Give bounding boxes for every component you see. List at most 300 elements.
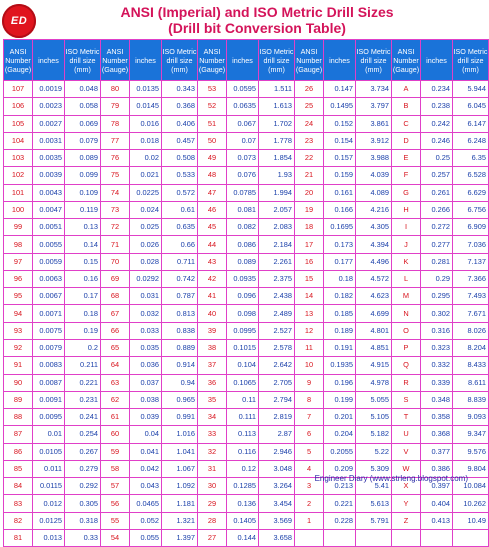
- cell-inches: 0.081: [227, 201, 259, 218]
- cell-iso-mm: 1.067: [162, 460, 198, 477]
- table-row: [4, 270, 489, 287]
- cell-inches: 0.04: [130, 426, 162, 443]
- cell-ansi-number: 42: [198, 270, 227, 287]
- cell-iso-mm: 4.623: [356, 288, 392, 305]
- cell-iso-mm: 0.079: [65, 132, 101, 149]
- cell-inches: 0.043: [130, 478, 162, 495]
- cell-ansi-number: 56: [101, 495, 130, 512]
- cell-ansi-number: 83: [4, 495, 33, 512]
- table-row: [4, 443, 489, 460]
- cell-iso-mm: 0.343: [162, 81, 198, 98]
- header-ansi-number: ANSI Number (Gauge): [198, 40, 227, 81]
- cell-ansi-number: 59: [101, 443, 130, 460]
- cell-iso-mm: 4.039: [356, 167, 392, 184]
- cell-iso-mm: 0.292: [65, 478, 101, 495]
- cell-inches: 0.0635: [227, 98, 259, 115]
- cell-inches: 0.246: [421, 132, 453, 149]
- cell-iso-mm: 2.946: [259, 443, 295, 460]
- cell-iso-mm: 10.084: [453, 478, 489, 495]
- cell-iso-mm: 0.241: [65, 409, 101, 426]
- cell-inches: 0.182: [324, 288, 356, 305]
- cell-inches: 0.021: [130, 167, 162, 184]
- cell-inches: 0.213: [324, 478, 356, 495]
- table-row: [4, 426, 489, 443]
- cell-iso-mm: 5.944: [453, 81, 489, 98]
- cell-ansi-number: 51: [198, 115, 227, 132]
- cell-iso-mm: [453, 529, 489, 546]
- drill-size-table: [3, 39, 489, 547]
- cell-ansi-number: 60: [101, 426, 130, 443]
- cell-inches: 0.189: [324, 322, 356, 339]
- header-inches: inches: [130, 40, 162, 81]
- cell-iso-mm: 0.33: [65, 529, 101, 546]
- cell-inches: 0.413: [421, 512, 453, 529]
- cell-ansi-number: P: [392, 339, 421, 356]
- cell-ansi-number: 66: [101, 322, 130, 339]
- cell-iso-mm: 0.18: [65, 305, 101, 322]
- cell-ansi-number: 43: [198, 253, 227, 270]
- cell-iso-mm: 4.305: [356, 219, 392, 236]
- cell-inches: 0.0055: [33, 236, 65, 253]
- cell-inches: 0.199: [324, 391, 356, 408]
- cell-iso-mm: 0.231: [65, 391, 101, 408]
- cell-iso-mm: 5.41: [356, 478, 392, 495]
- cell-inches: 0.113: [227, 426, 259, 443]
- cell-inches: 0.348: [421, 391, 453, 408]
- cell-inches: 0.0043: [33, 184, 65, 201]
- cell-inches: 0.323: [421, 339, 453, 356]
- cell-inches: 0.204: [324, 426, 356, 443]
- cell-inches: 0.228: [324, 512, 356, 529]
- cell-inches: 0.0083: [33, 357, 65, 374]
- cell-ansi-number: N: [392, 305, 421, 322]
- cell-inches: 0.031: [130, 288, 162, 305]
- cell-iso-mm: 3.454: [259, 495, 295, 512]
- cell-inches: 0.0091: [33, 391, 65, 408]
- cell-ansi-number: 104: [4, 132, 33, 149]
- cell-inches: 0.368: [421, 426, 453, 443]
- cell-ansi-number: 84: [4, 478, 33, 495]
- cell-ansi-number: I: [392, 219, 421, 236]
- cell-iso-mm: 1.321: [162, 512, 198, 529]
- cell-ansi-number: 18: [295, 219, 324, 236]
- cell-ansi-number: 21: [295, 167, 324, 184]
- cell-inches: 0.025: [130, 219, 162, 236]
- cell-ansi-number: 86: [4, 443, 33, 460]
- cell-iso-mm: 6.248: [453, 132, 489, 149]
- cell-ansi-number: 89: [4, 391, 33, 408]
- cell-inches: 0.1935: [324, 357, 356, 374]
- cell-iso-mm: 4.216: [356, 201, 392, 218]
- cell-inches: 0.12: [227, 460, 259, 477]
- table-row: [4, 512, 489, 529]
- cell-iso-mm: 4.394: [356, 236, 392, 253]
- cell-ansi-number: 11: [295, 339, 324, 356]
- cell-iso-mm: 0.267: [65, 443, 101, 460]
- cell-iso-mm: 1.181: [162, 495, 198, 512]
- cell-ansi-number: 36: [198, 374, 227, 391]
- cell-ansi-number: 85: [4, 460, 33, 477]
- cell-iso-mm: 1.016: [162, 426, 198, 443]
- cell-inches: 0.18: [324, 270, 356, 287]
- cell-inches: 0.377: [421, 443, 453, 460]
- cell-inches: 0.016: [130, 115, 162, 132]
- cell-inches: 0.0031: [33, 132, 65, 149]
- cell-inches: 0.013: [33, 529, 65, 546]
- table-row: [4, 236, 489, 253]
- header-inches: inches: [421, 40, 453, 81]
- cell-inches: 0.111: [227, 409, 259, 426]
- cell-ansi-number: T: [392, 409, 421, 426]
- cell-iso-mm: 0.069: [65, 115, 101, 132]
- cell-iso-mm: 1.702: [259, 115, 295, 132]
- cell-ansi-number: 70: [101, 253, 130, 270]
- cell-inches: 0.358: [421, 409, 453, 426]
- cell-inches: 0.1065: [227, 374, 259, 391]
- cell-iso-mm: 5.791: [356, 512, 392, 529]
- cell-iso-mm: 6.35: [453, 150, 489, 167]
- table-row: [4, 357, 489, 374]
- cell-inches: 0.0785: [227, 184, 259, 201]
- cell-ansi-number: Y: [392, 495, 421, 512]
- cell-ansi-number: Z: [392, 512, 421, 529]
- cell-iso-mm: 0.2: [65, 339, 101, 356]
- cell-iso-mm: 6.528: [453, 167, 489, 184]
- cell-ansi-number: 3: [295, 478, 324, 495]
- cell-iso-mm: 5.309: [356, 460, 392, 477]
- cell-inches: 0.032: [130, 305, 162, 322]
- cell-ansi-number: 105: [4, 115, 33, 132]
- table-row: [4, 305, 489, 322]
- cell-inches: 0.082: [227, 219, 259, 236]
- cell-ansi-number: G: [392, 184, 421, 201]
- header-ansi-number: ANSI Number (Gauge): [4, 40, 33, 81]
- cell-iso-mm: 0.61: [162, 201, 198, 218]
- cell-ansi-number: 63: [101, 374, 130, 391]
- cell-inches: 0.0023: [33, 98, 65, 115]
- cell-iso-mm: 3.569: [259, 512, 295, 529]
- cell-ansi-number: 53: [198, 81, 227, 98]
- cell-ansi-number: 95: [4, 288, 33, 305]
- cell-ansi-number: [392, 529, 421, 546]
- cell-ansi-number: C: [392, 115, 421, 132]
- cell-inches: 0.144: [227, 529, 259, 546]
- cell-iso-mm: 10.49: [453, 512, 489, 529]
- cell-inches: 0.272: [421, 219, 453, 236]
- cell-inches: 0.055: [130, 529, 162, 546]
- cell-ansi-number: 99: [4, 219, 33, 236]
- cell-inches: 0.0935: [227, 270, 259, 287]
- cell-inches: 0.0059: [33, 253, 65, 270]
- table-row: [4, 409, 489, 426]
- cell-ansi-number: 80: [101, 81, 130, 98]
- cell-iso-mm: 5.055: [356, 391, 392, 408]
- cell-ansi-number: 82: [4, 512, 33, 529]
- cell-iso-mm: 0.572: [162, 184, 198, 201]
- cell-inches: 0.209: [324, 460, 356, 477]
- cell-ansi-number: 19: [295, 201, 324, 218]
- cell-ansi-number: 44: [198, 236, 227, 253]
- header-iso-mm: ISO Metric drill size (mm): [162, 40, 198, 81]
- cell-ansi-number: 32: [198, 443, 227, 460]
- cell-iso-mm: 0.66: [162, 236, 198, 253]
- cell-iso-mm: 0.889: [162, 339, 198, 356]
- cell-ansi-number: 100: [4, 201, 33, 218]
- cell-ansi-number: 49: [198, 150, 227, 167]
- cell-inches: 0.018: [130, 132, 162, 149]
- header-ansi-number: ANSI Number (Gauge): [392, 40, 421, 81]
- cell-inches: 0.1695: [324, 219, 356, 236]
- cell-iso-mm: 2.819: [259, 409, 295, 426]
- cell-ansi-number: 38: [198, 339, 227, 356]
- cell-iso-mm: 0.14: [65, 236, 101, 253]
- cell-iso-mm: 4.915: [356, 357, 392, 374]
- cell-ansi-number: 14: [295, 288, 324, 305]
- cell-ansi-number: 26: [295, 81, 324, 98]
- cell-ansi-number: 98: [4, 236, 33, 253]
- cell-inches: 0.159: [324, 167, 356, 184]
- cell-ansi-number: 2: [295, 495, 324, 512]
- cell-inches: 0.0135: [130, 81, 162, 98]
- cell-ansi-number: 23: [295, 132, 324, 149]
- cell-inches: 0.316: [421, 322, 453, 339]
- cell-iso-mm: 0.711: [162, 253, 198, 270]
- cell-inches: 0.035: [130, 339, 162, 356]
- table-row: [4, 339, 489, 356]
- cell-inches: 0.073: [227, 150, 259, 167]
- cell-ansi-number: 94: [4, 305, 33, 322]
- cell-iso-mm: 2.527: [259, 322, 295, 339]
- cell-inches: 0.25: [421, 150, 453, 167]
- cell-inches: 0.039: [130, 409, 162, 426]
- cell-iso-mm: 2.057: [259, 201, 295, 218]
- cell-ansi-number: O: [392, 322, 421, 339]
- cell-ansi-number: 41: [198, 288, 227, 305]
- cell-ansi-number: 9: [295, 374, 324, 391]
- cell-inches: 0.238: [421, 98, 453, 115]
- cell-inches: 0.0051: [33, 219, 65, 236]
- cell-ansi-number: 71: [101, 236, 130, 253]
- cell-inches: 0.0047: [33, 201, 65, 218]
- cell-inches: 0.29: [421, 270, 453, 287]
- cell-iso-mm: 0.635: [162, 219, 198, 236]
- cell-ansi-number: F: [392, 167, 421, 184]
- cell-iso-mm: 2.489: [259, 305, 295, 322]
- header-ansi-number: ANSI Number (Gauge): [295, 40, 324, 81]
- cell-iso-mm: 2.578: [259, 339, 295, 356]
- cell-iso-mm: 0.211: [65, 357, 101, 374]
- cell-ansi-number: X: [392, 478, 421, 495]
- cell-iso-mm: 0.787: [162, 288, 198, 305]
- cell-ansi-number: 46: [198, 201, 227, 218]
- cell-ansi-number: 40: [198, 305, 227, 322]
- cell-ansi-number: 78: [101, 115, 130, 132]
- cell-iso-mm: 2.184: [259, 236, 295, 253]
- cell-ansi-number: 52: [198, 98, 227, 115]
- cell-ansi-number: 81: [4, 529, 33, 546]
- cell-ansi-number: 24: [295, 115, 324, 132]
- header-inches: inches: [324, 40, 356, 81]
- cell-inches: 0.0087: [33, 374, 65, 391]
- cell-ansi-number: E: [392, 150, 421, 167]
- cell-iso-mm: 0.838: [162, 322, 198, 339]
- cell-ansi-number: 73: [101, 201, 130, 218]
- cell-ansi-number: 96: [4, 270, 33, 287]
- cell-ansi-number: 34: [198, 409, 227, 426]
- cell-ansi-number: 22: [295, 150, 324, 167]
- cell-inches: 0.242: [421, 115, 453, 132]
- cell-inches: 0.0465: [130, 495, 162, 512]
- cell-inches: 0.116: [227, 443, 259, 460]
- cell-inches: 0.0079: [33, 339, 65, 356]
- table-row: [4, 288, 489, 305]
- cell-iso-mm: 0.19: [65, 322, 101, 339]
- cell-iso-mm: 7.137: [453, 253, 489, 270]
- cell-ansi-number: 61: [101, 409, 130, 426]
- cell-ansi-number: 65: [101, 339, 130, 356]
- cell-inches: 0.386: [421, 460, 453, 477]
- cell-ansi-number: [295, 529, 324, 546]
- cell-iso-mm: 2.642: [259, 357, 295, 374]
- cell-ansi-number: D: [392, 132, 421, 149]
- cell-inches: 0.201: [324, 409, 356, 426]
- cell-ansi-number: 5: [295, 443, 324, 460]
- cell-inches: 0.1405: [227, 512, 259, 529]
- cell-ansi-number: B: [392, 98, 421, 115]
- cell-iso-mm: 4.496: [356, 253, 392, 270]
- cell-iso-mm: 1.854: [259, 150, 295, 167]
- footer-credit: Engineer Diary (www.strleng.blogspot.com): [314, 474, 468, 483]
- cell-inches: 0.152: [324, 115, 356, 132]
- cell-inches: 0.157: [324, 150, 356, 167]
- table-row: [4, 184, 489, 201]
- header-iso-mm: ISO Metric drill size (mm): [356, 40, 392, 81]
- cell-inches: 0.397: [421, 478, 453, 495]
- cell-inches: 0.089: [227, 253, 259, 270]
- cell-ansi-number: 48: [198, 167, 227, 184]
- cell-iso-mm: 1.778: [259, 132, 295, 149]
- cell-inches: 0.2055: [324, 443, 356, 460]
- cell-ansi-number: U: [392, 426, 421, 443]
- cell-ansi-number: 68: [101, 288, 130, 305]
- cell-ansi-number: 55: [101, 512, 130, 529]
- cell-inches: 0.0071: [33, 305, 65, 322]
- header-inches: inches: [227, 40, 259, 81]
- cell-inches: 0.098: [227, 305, 259, 322]
- cell-iso-mm: 0.15: [65, 253, 101, 270]
- cell-ansi-number: 47: [198, 184, 227, 201]
- cell-iso-mm: 6.756: [453, 201, 489, 218]
- cell-iso-mm: 2.87: [259, 426, 295, 443]
- cell-iso-mm: 0.457: [162, 132, 198, 149]
- cell-iso-mm: 0.17: [65, 288, 101, 305]
- cell-ansi-number: J: [392, 236, 421, 253]
- cell-iso-mm: 7.036: [453, 236, 489, 253]
- cell-iso-mm: 0.94: [162, 374, 198, 391]
- cell-inches: 0.0145: [130, 98, 162, 115]
- cell-inches: 0.012: [33, 495, 65, 512]
- cell-ansi-number: 93: [4, 322, 33, 339]
- cell-iso-mm: 1.994: [259, 184, 295, 201]
- cell-iso-mm: 0.742: [162, 270, 198, 287]
- cell-inches: 0.0075: [33, 322, 65, 339]
- cell-ansi-number: 72: [101, 219, 130, 236]
- cell-iso-mm: 3.912: [356, 132, 392, 149]
- cell-iso-mm: 8.433: [453, 357, 489, 374]
- cell-iso-mm: 5.22: [356, 443, 392, 460]
- cell-ansi-number: 30: [198, 478, 227, 495]
- header-inches: inches: [33, 40, 65, 81]
- cell-inches: 0.261: [421, 184, 453, 201]
- table-header-row: [4, 40, 489, 81]
- cell-iso-mm: 0.305: [65, 495, 101, 512]
- cell-ansi-number: 16: [295, 253, 324, 270]
- cell-inches: 0.404: [421, 495, 453, 512]
- cell-inches: 0.277: [421, 236, 453, 253]
- cell-iso-mm: 0.368: [162, 98, 198, 115]
- cell-inches: 0.0125: [33, 512, 65, 529]
- cell-inches: 0.161: [324, 184, 356, 201]
- cell-inches: 0.257: [421, 167, 453, 184]
- table-row: [4, 495, 489, 512]
- cell-ansi-number: 90: [4, 374, 33, 391]
- cell-inches: 0.1285: [227, 478, 259, 495]
- cell-iso-mm: 0.279: [65, 460, 101, 477]
- cell-ansi-number: 27: [198, 529, 227, 546]
- cell-ansi-number: 33: [198, 426, 227, 443]
- cell-ansi-number: 28: [198, 512, 227, 529]
- cell-inches: 0.067: [227, 115, 259, 132]
- cell-ansi-number: W: [392, 460, 421, 477]
- cell-inches: 0.221: [324, 495, 356, 512]
- table-row: [4, 374, 489, 391]
- cell-ansi-number: 77: [101, 132, 130, 149]
- cell-ansi-number: 29: [198, 495, 227, 512]
- cell-iso-mm: 5.613: [356, 495, 392, 512]
- cell-ansi-number: V: [392, 443, 421, 460]
- cell-ansi-number: 88: [4, 409, 33, 426]
- cell-iso-mm: 3.861: [356, 115, 392, 132]
- table-row: [4, 391, 489, 408]
- cell-iso-mm: 8.611: [453, 374, 489, 391]
- cell-iso-mm: 2.705: [259, 374, 295, 391]
- cell-ansi-number: 58: [101, 460, 130, 477]
- cell-inches: 0.177: [324, 253, 356, 270]
- cell-inches: 0.173: [324, 236, 356, 253]
- cell-ansi-number: 76: [101, 150, 130, 167]
- cell-inches: 0.11: [227, 391, 259, 408]
- cell-ansi-number: Q: [392, 357, 421, 374]
- cell-inches: 0.185: [324, 305, 356, 322]
- cell-iso-mm: 7.366: [453, 270, 489, 287]
- cell-iso-mm: 8.839: [453, 391, 489, 408]
- cell-iso-mm: 4.699: [356, 305, 392, 322]
- cell-ansi-number: 8: [295, 391, 324, 408]
- cell-ansi-number: M: [392, 288, 421, 305]
- cell-inches: 0.0095: [33, 409, 65, 426]
- cell-inches: 0.281: [421, 253, 453, 270]
- cell-iso-mm: 0.16: [65, 270, 101, 287]
- cell-iso-mm: 6.147: [453, 115, 489, 132]
- cell-inches: 0.0225: [130, 184, 162, 201]
- cell-inches: 0.0063: [33, 270, 65, 287]
- cell-inches: 0.036: [130, 357, 162, 374]
- cell-ansi-number: A: [392, 81, 421, 98]
- cell-inches: 0.166: [324, 201, 356, 218]
- cell-iso-mm: 2.083: [259, 219, 295, 236]
- cell-ansi-number: 92: [4, 339, 33, 356]
- cell-ansi-number: 54: [101, 529, 130, 546]
